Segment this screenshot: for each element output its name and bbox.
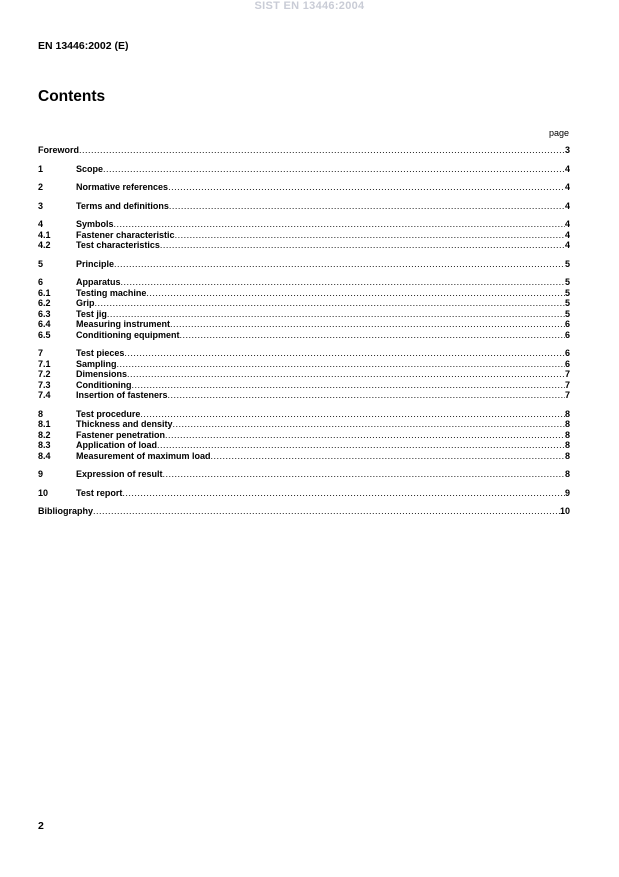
dot-leader — [170, 319, 565, 330]
dot-leader — [211, 451, 565, 462]
dot-leader — [117, 359, 565, 370]
toc-entry-number: 8.4 — [38, 450, 51, 461]
toc-entry-page: 5 — [564, 298, 570, 308]
toc-entry-page: 3 — [564, 145, 570, 155]
toc-entry-title: Measurement of maximum load — [76, 450, 211, 461]
toc-entry-number: 8.2 — [38, 429, 51, 440]
toc-entry-page: 4 — [564, 163, 570, 174]
dot-leader — [107, 309, 565, 320]
dot-leader — [157, 440, 565, 451]
toc-entry[interactable] — [38, 288, 570, 299]
toc-entry-number: 9 — [38, 469, 44, 479]
toc-entry[interactable] — [38, 348, 570, 359]
toc-entry-title: Dimensions — [76, 369, 128, 379]
toc-entry[interactable] — [38, 451, 570, 462]
toc-entry-number: 6 — [38, 277, 44, 287]
toc-entry-number: 8.3 — [38, 440, 51, 450]
toc-entry[interactable] — [38, 330, 570, 341]
toc-entry[interactable] — [38, 145, 570, 156]
dot-leader — [114, 219, 565, 230]
toc-entry-number: 7 — [38, 348, 44, 358]
toc-entry-title: Principle — [76, 258, 115, 269]
dot-leader — [146, 288, 565, 299]
table-of-contents — [38, 145, 570, 517]
toc-entry-page: 8 — [564, 429, 570, 440]
toc-entry-number: 6.2 — [38, 298, 51, 308]
toc-entry[interactable] — [38, 219, 570, 230]
toc-entry-number: 2 — [38, 182, 44, 192]
toc-entry-title: Fastener characteristic — [76, 229, 175, 240]
toc-entry-number: 7.2 — [38, 369, 51, 379]
toc-entry[interactable] — [38, 319, 570, 330]
toc-entry-title: Application of load — [76, 440, 157, 450]
toc-entry[interactable] — [38, 430, 570, 441]
dot-leader — [173, 419, 565, 430]
toc-entry-title: Bibliography — [38, 506, 94, 516]
toc-entry[interactable] — [38, 506, 570, 517]
toc-entry[interactable] — [38, 182, 570, 193]
toc-entry[interactable] — [38, 419, 570, 430]
toc-entry-title: Foreword — [38, 145, 80, 155]
toc-entry-page: 6 — [564, 329, 570, 340]
toc-entry-page: 5 — [564, 287, 570, 298]
toc-entry-page: 4 — [564, 200, 570, 211]
toc-entry-title: Scope — [76, 163, 104, 174]
toc-entry[interactable] — [38, 390, 570, 401]
toc-entry-page: 5 — [564, 258, 570, 269]
dot-leader — [95, 298, 565, 309]
page-number: 2 — [38, 820, 44, 832]
toc-entry[interactable] — [38, 469, 570, 480]
toc-entry[interactable] — [38, 298, 570, 309]
toc-entry-title: Expression of result — [76, 469, 163, 479]
toc-entry-title: Measuring instrument — [76, 319, 171, 329]
dot-leader — [79, 145, 565, 156]
toc-entry-page: 4 — [564, 219, 570, 229]
dot-leader — [127, 369, 565, 380]
toc-entry-title: Conditioning — [76, 379, 132, 390]
toc-entry-title: Testing machine — [76, 287, 147, 298]
toc-entry-title: Normative references — [76, 182, 169, 192]
toc-entry-page: 4 — [564, 182, 570, 192]
toc-entry-title: Test pieces — [76, 348, 125, 358]
toc-entry-number: 6.1 — [38, 287, 51, 298]
toc-entry-page: 10 — [559, 506, 570, 516]
dot-leader — [163, 469, 565, 480]
watermark: SIST EN 13446:2004 — [254, 0, 365, 12]
toc-entry-number: 7.1 — [38, 358, 51, 369]
toc-entry-page: 7 — [564, 369, 570, 379]
toc-entry-title: Symbols — [76, 219, 114, 229]
toc-entry-title: Sampling — [76, 358, 117, 369]
toc-entry-number: 7.3 — [38, 379, 51, 390]
toc-entry-number: 4.1 — [38, 229, 51, 240]
dot-leader — [131, 380, 565, 391]
toc-entry-title: Conditioning equipment — [76, 329, 180, 340]
toc-entry-page: 8 — [564, 469, 570, 479]
toc-entry-page: 4 — [564, 229, 570, 240]
toc-entry-page: 7 — [564, 379, 570, 390]
toc-entry-page: 6 — [564, 358, 570, 369]
dot-leader — [168, 182, 565, 193]
toc-entry[interactable] — [38, 164, 570, 175]
dot-leader — [121, 277, 565, 288]
toc-entry-title: Apparatus — [76, 277, 121, 287]
toc-entry-number: 6.4 — [38, 319, 51, 329]
dot-leader — [169, 201, 565, 212]
toc-entry[interactable] — [38, 309, 570, 320]
toc-entry-number: 6.5 — [38, 329, 51, 340]
dot-leader — [103, 164, 565, 175]
toc-entry-page: 6 — [564, 319, 570, 329]
dot-leader — [175, 230, 565, 241]
toc-entry-page: 8 — [564, 408, 570, 419]
toc-entry-page: 5 — [564, 308, 570, 319]
document-id: EN 13446:2002 (E) — [38, 40, 129, 52]
toc-entry-title: Fastener penetration — [76, 429, 166, 440]
toc-entry-number: 4.2 — [38, 240, 51, 250]
contents-heading: Contents — [38, 88, 106, 105]
toc-entry-page: 8 — [564, 440, 570, 450]
toc-entry-page: 5 — [564, 277, 570, 287]
dot-leader — [124, 348, 565, 359]
dot-leader — [114, 259, 565, 270]
toc-entry-number: 1 — [38, 163, 44, 174]
toc-entry[interactable] — [38, 277, 570, 288]
dot-leader — [179, 330, 565, 341]
dot-leader — [93, 506, 560, 517]
toc-entry[interactable] — [38, 380, 570, 391]
dot-leader — [160, 240, 565, 251]
toc-entry-page: 4 — [564, 240, 570, 250]
toc-entry-title: Test procedure — [76, 408, 141, 419]
toc-entry-title: Test characteristics — [76, 240, 160, 250]
toc-entry-page: 8 — [564, 419, 570, 429]
page-column-label: page — [548, 128, 569, 138]
toc-entry-page: 6 — [564, 348, 570, 358]
dot-leader — [168, 390, 565, 401]
toc-entry-number: 8.1 — [38, 419, 51, 429]
toc-entry-number: 10 — [38, 487, 49, 498]
toc-entry-title: Test jig — [76, 308, 107, 319]
toc-entry[interactable] — [38, 259, 570, 270]
toc-entry-title: Thickness and density — [76, 419, 173, 429]
toc-entry-number: 3 — [38, 200, 44, 211]
toc-entry-title: Insertion of fasteners — [76, 390, 168, 400]
toc-entry[interactable] — [38, 409, 570, 420]
toc-entry-title: Test report — [76, 487, 123, 498]
toc-entry[interactable] — [38, 230, 570, 241]
toc-entry-page: 8 — [564, 450, 570, 461]
toc-entry-page: 7 — [564, 390, 570, 400]
toc-entry-title: Terms and definitions — [76, 200, 169, 211]
toc-entry[interactable] — [38, 440, 570, 451]
toc-entry[interactable] — [38, 359, 570, 370]
toc-entry[interactable] — [38, 201, 570, 212]
dot-leader — [165, 430, 565, 441]
dot-leader — [140, 409, 565, 420]
toc-entry-number: 7.4 — [38, 390, 51, 400]
toc-entry-number: 4 — [38, 219, 44, 229]
toc-entry[interactable] — [38, 369, 570, 380]
toc-entry-number: 8 — [38, 408, 44, 419]
toc-entry[interactable] — [38, 488, 570, 499]
toc-entry-number: 5 — [38, 258, 44, 269]
dot-leader — [122, 488, 565, 499]
toc-entry[interactable] — [38, 240, 570, 251]
toc-entry-number: 6.3 — [38, 308, 51, 319]
toc-entry-page: 9 — [564, 487, 570, 498]
toc-entry-title: Grip — [76, 298, 95, 308]
